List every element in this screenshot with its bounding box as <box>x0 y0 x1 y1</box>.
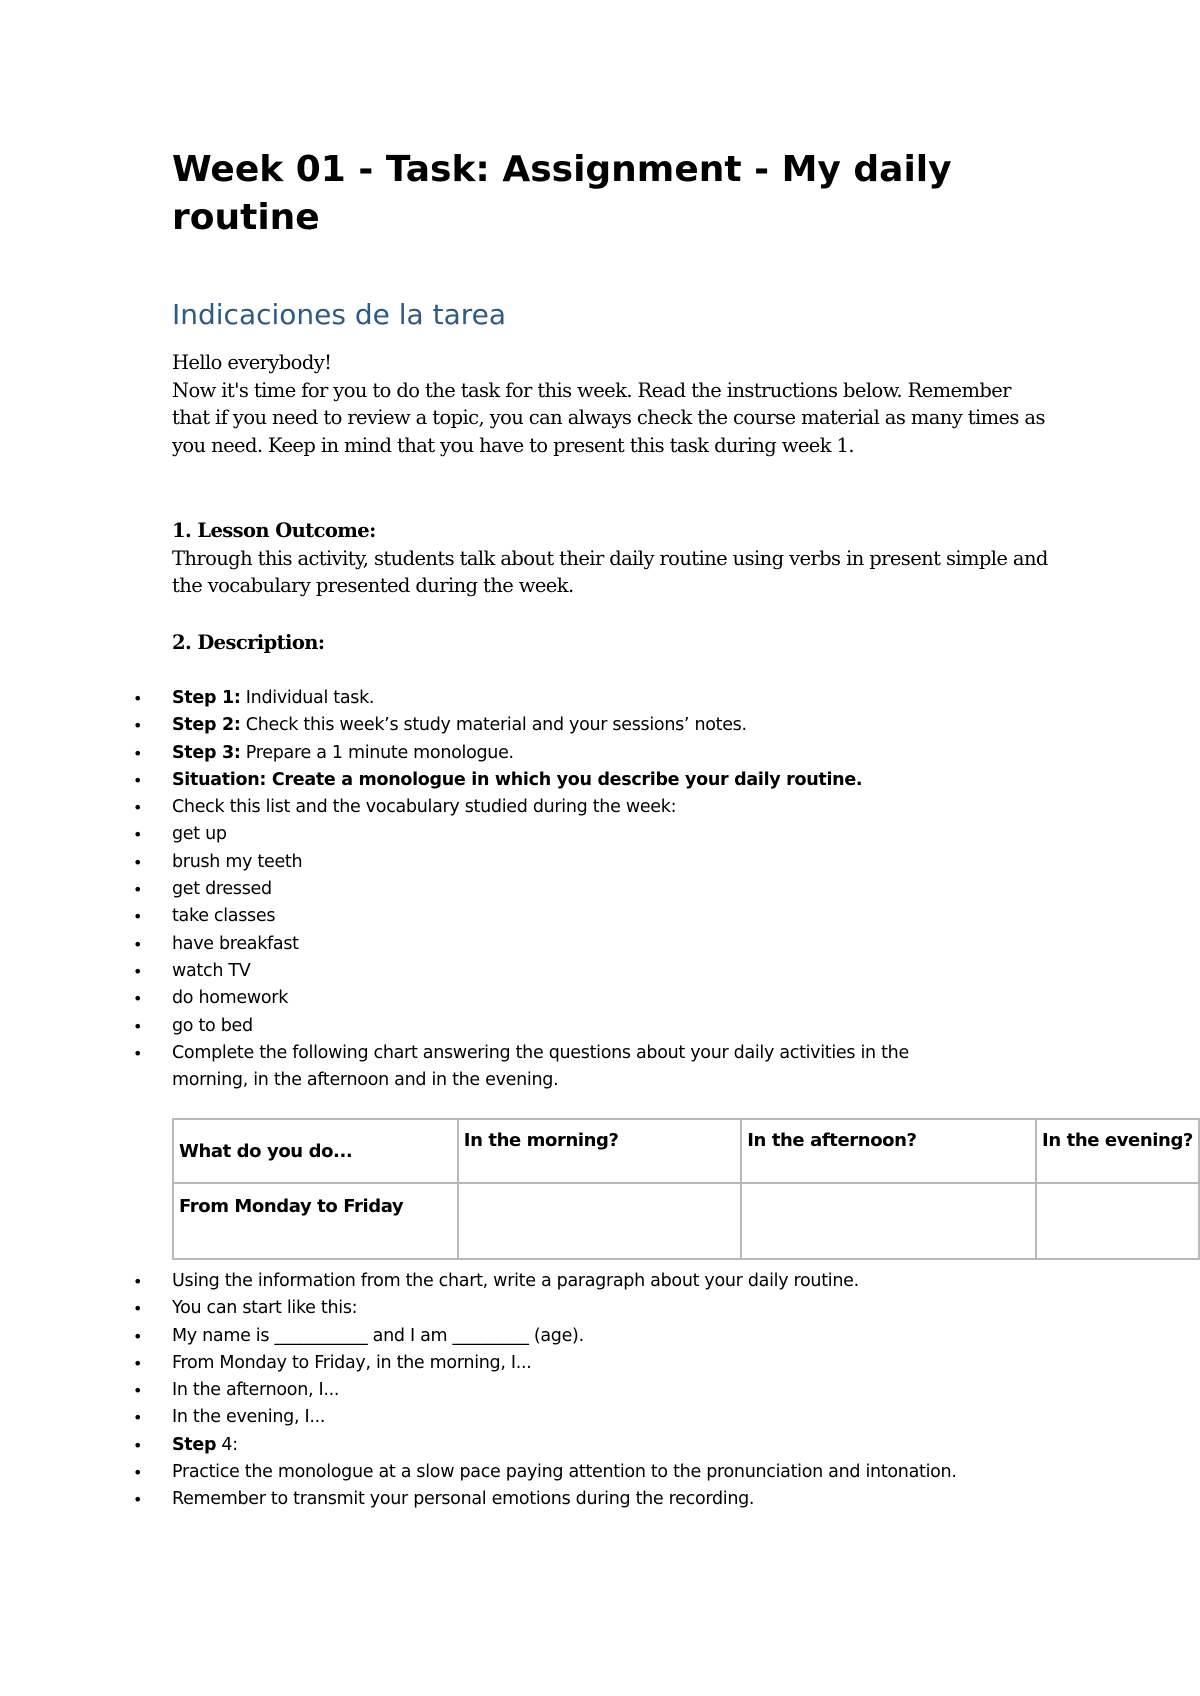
paragraph-instructions-list <box>0 1268 1200 1514</box>
instruction-text: Remember to transmit your personal emotions during the recording. <box>172 1489 755 1510</box>
bullet-icon: • <box>133 1043 143 1063</box>
instruction-text: My name is ___________ and I am _________ (age). <box>172 1325 584 1346</box>
step-label: Step <box>172 1434 217 1455</box>
list-item <box>0 740 972 767</box>
list-item <box>0 876 972 903</box>
vocab-item: get dressed <box>172 879 272 900</box>
intro-paragraph <box>172 349 1052 459</box>
table-header-cell: What do you do... <box>173 1119 458 1183</box>
step-label: Step 2: <box>172 715 241 736</box>
vocab-item: take classes <box>172 906 276 927</box>
vocab-item: do homework <box>172 988 289 1009</box>
step-text: Prepare a 1 minute monologue. <box>240 742 514 763</box>
list-item <box>0 1268 972 1295</box>
vocab-item: get up <box>172 824 227 845</box>
complete-chart-text: Complete the following chart answering the questions about your daily activities in the morning, in the afternoon and in the evening. <box>172 1042 909 1091</box>
bullet-icon: • <box>133 934 143 954</box>
list-item <box>0 1013 972 1040</box>
lesson-outcome <box>172 517 1052 600</box>
list-item <box>0 821 972 848</box>
page-title: Week 01 - Task: Assignment - My daily routine <box>172 149 952 238</box>
list-item <box>0 1486 972 1513</box>
description-heading: 2. Description: <box>172 631 325 654</box>
list-item <box>0 958 972 985</box>
list-item <box>0 685 972 712</box>
table-header-cell: In the afternoon? <box>741 1119 1036 1183</box>
table-cell-afternoon[interactable] <box>741 1183 1036 1259</box>
lesson-outcome-heading: 1. Lesson Outcome: <box>172 519 376 542</box>
vocab-item: go to bed <box>172 1015 253 1036</box>
bullet-icon: • <box>133 1463 143 1483</box>
list-item <box>0 1432 972 1459</box>
lesson-outcome-text: Through this activity, students talk about their daily routine using verbs in present simple and the vocabulary presented during the week. <box>172 546 1048 597</box>
bullet-icon: • <box>133 743 143 763</box>
bullet-icon: • <box>133 989 143 1009</box>
list-item <box>0 849 972 876</box>
bullet-icon: • <box>133 907 143 927</box>
table-cell-evening[interactable] <box>1036 1183 1199 1259</box>
bullet-icon: • <box>133 770 143 790</box>
bullet-icon: • <box>133 1435 143 1455</box>
list-item <box>0 1459 972 1486</box>
step-text: Individual task. <box>240 688 375 708</box>
instruction-text: In the afternoon, I... <box>172 1380 340 1401</box>
bullet-icon: • <box>133 1353 143 1373</box>
bullet-icon: • <box>133 1016 143 1036</box>
table-row <box>173 1183 1199 1259</box>
check-list-text: Check this list and the vocabulary studied during the week: <box>172 797 677 818</box>
step-text: Check this week’s study material and your sessions’ notes. <box>240 715 747 736</box>
table-header-cell: In the evening? <box>1036 1119 1199 1183</box>
table-cell-morning[interactable] <box>458 1183 741 1259</box>
vocab-item: have breakfast <box>172 933 299 954</box>
bullet-icon: • <box>133 852 143 872</box>
bullet-icon: • <box>133 1490 143 1510</box>
list-item <box>0 1295 972 1322</box>
greeting-text: Hello everybody! <box>172 351 332 374</box>
table-header-cell: In the morning? <box>458 1119 741 1183</box>
step-label: Step 1: <box>172 688 241 708</box>
list-item <box>0 794 972 821</box>
list-item <box>0 1377 972 1404</box>
instruction-text: In the evening, I... <box>172 1407 326 1428</box>
list-item <box>0 1404 972 1431</box>
bullet-icon: • <box>133 1408 143 1428</box>
bullet-icon: • <box>133 716 143 736</box>
list-item <box>0 1323 972 1350</box>
instruction-text: You can start like this: <box>172 1298 358 1319</box>
bullet-icon: • <box>133 961 143 981</box>
vocab-item: watch TV <box>172 960 251 981</box>
routine-chart-table <box>172 1118 1200 1260</box>
list-item <box>0 1040 972 1095</box>
bullet-icon: • <box>133 1326 143 1346</box>
bullet-icon: • <box>133 1299 143 1319</box>
bullet-icon: • <box>133 1272 143 1291</box>
instruction-text: Practice the monologue at a slow pace paying attention to the pronunciation and intonation. <box>172 1462 957 1483</box>
list-item <box>0 767 972 794</box>
section-subtitle: Indicaciones de la tarea <box>172 298 507 331</box>
bullet-icon: • <box>133 798 143 818</box>
list-item <box>0 931 972 958</box>
step-label: Step 3: <box>172 742 241 763</box>
list-item <box>0 985 972 1012</box>
instruction-text: From Monday to Friday, in the morning, I... <box>172 1352 532 1373</box>
table-row-label: From Monday to Friday <box>173 1183 458 1259</box>
steps-list <box>0 685 1200 1094</box>
bullet-icon: • <box>133 1381 143 1401</box>
bullet-icon: • <box>133 689 143 708</box>
list-item <box>0 903 972 930</box>
description <box>172 629 1052 657</box>
bullet-icon: • <box>133 825 143 845</box>
intro-text: Now it's time for you to do the task for this week. Read the instructions below. Remember that if you need to review a topic, you can always check the course material as many times as you need. Keep in mind that you have to present this task during week 1. <box>172 378 1045 457</box>
list-item <box>0 712 972 739</box>
bullet-icon: • <box>133 880 143 900</box>
table-header-row <box>173 1119 1199 1183</box>
step-text: 4: <box>216 1434 238 1455</box>
list-item <box>0 1350 972 1377</box>
situation-text: Situation: Create a monologue in which you describe your daily routine. <box>172 769 863 790</box>
vocab-item: brush my teeth <box>172 851 303 872</box>
instruction-text: Using the information from the chart, write a paragraph about your daily routine. <box>172 1271 859 1291</box>
